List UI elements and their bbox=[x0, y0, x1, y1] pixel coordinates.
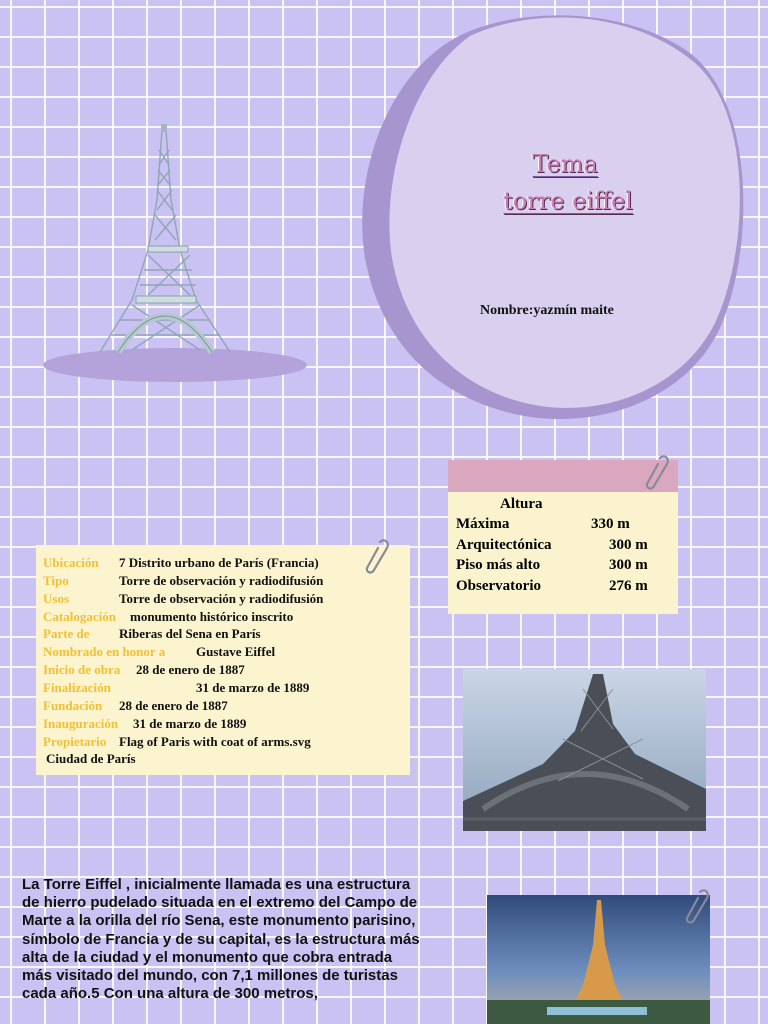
info-label-fundacion: Fundación bbox=[43, 698, 103, 713]
description-paragraph: La Torre Eiffel , inicialmente llamada es una estructura de hierro pudelado situada en el extremo del Campo de Marte a la orilla del río Sena, este monumento parisino, símbolo de Francia y de su capital, es la estructura más alta de la ciudad y el monumento que cobra entrada más visitado del mundo, con 7,1 millones de turistas cada año.5 Con una altura de 300 metros, bbox=[22, 876, 420, 1003]
title-line-2: torre eiffel bbox=[503, 187, 633, 215]
eiffel-photo-dusk bbox=[487, 895, 710, 1024]
info-value-inicio: 28 de enero de 1887 bbox=[136, 662, 245, 677]
height-value-maxima: 330 m bbox=[591, 516, 630, 532]
info-value-catalogacion: monumento histórico inscrito bbox=[130, 609, 294, 624]
height-label-observatorio: Observatorio bbox=[456, 578, 541, 594]
height-label-maxima: Máxima bbox=[456, 516, 510, 532]
title-blob bbox=[360, 8, 750, 428]
info-value-finalizacion: 31 de marzo de 1889 bbox=[196, 680, 310, 695]
info-label-inicio: Inicio de obra bbox=[43, 662, 121, 677]
height-title: Altura bbox=[500, 496, 543, 512]
height-value-observatorio: 276 m bbox=[609, 578, 648, 594]
info-value-propietario: Flag of Paris with coat of arms.svg bbox=[119, 734, 311, 749]
info-label-finalizacion: Finalización bbox=[43, 680, 111, 695]
author-name: Nombre:yazmín maite bbox=[480, 303, 614, 318]
paperclip-icon bbox=[642, 452, 672, 492]
info-label-catalogacion: Catalogación bbox=[43, 609, 116, 624]
info-label-parte-de: Parte de bbox=[43, 626, 90, 641]
eiffel-tower-illustration bbox=[40, 120, 310, 385]
info-label-inauguracion: Inauguración bbox=[43, 716, 119, 731]
info-label-usos: Usos bbox=[43, 591, 70, 606]
info-value-inauguracion: 31 de marzo de 1889 bbox=[133, 716, 247, 731]
info-label-propietario: Propietario bbox=[43, 734, 107, 749]
info-card bbox=[36, 545, 410, 775]
height-value-piso: 300 m bbox=[609, 557, 648, 573]
info-extra-line: Ciudad de París bbox=[46, 751, 136, 766]
info-label-ubicacion: Ubicación bbox=[43, 555, 99, 570]
height-label-piso: Piso más alto bbox=[456, 557, 541, 573]
height-label-arquitectonica: Arquitectónica bbox=[456, 537, 552, 553]
info-value-tipo: Torre de observación y radiodifusión bbox=[119, 573, 324, 588]
info-value-ubicacion: 7 Distrito urbano de París (Francia) bbox=[119, 555, 319, 570]
title-line-1: Tema bbox=[532, 150, 598, 178]
info-value-parte-de: Riberas del Sena en París bbox=[119, 626, 261, 641]
info-label-tipo: Tipo bbox=[43, 573, 69, 588]
info-label-nombrado: Nombrado en honor a bbox=[43, 644, 166, 659]
paperclip-icon bbox=[682, 886, 712, 926]
paperclip-icon bbox=[362, 536, 392, 576]
info-value-usos: Torre de observación y radiodifusión bbox=[119, 591, 324, 606]
info-value-fundacion: 28 de enero de 1887 bbox=[119, 698, 228, 713]
eiffel-photo-from-below bbox=[463, 669, 706, 831]
info-value-nombrado: Gustave Eiffel bbox=[196, 644, 276, 659]
height-value-arquitectonica: 300 m bbox=[609, 537, 648, 553]
